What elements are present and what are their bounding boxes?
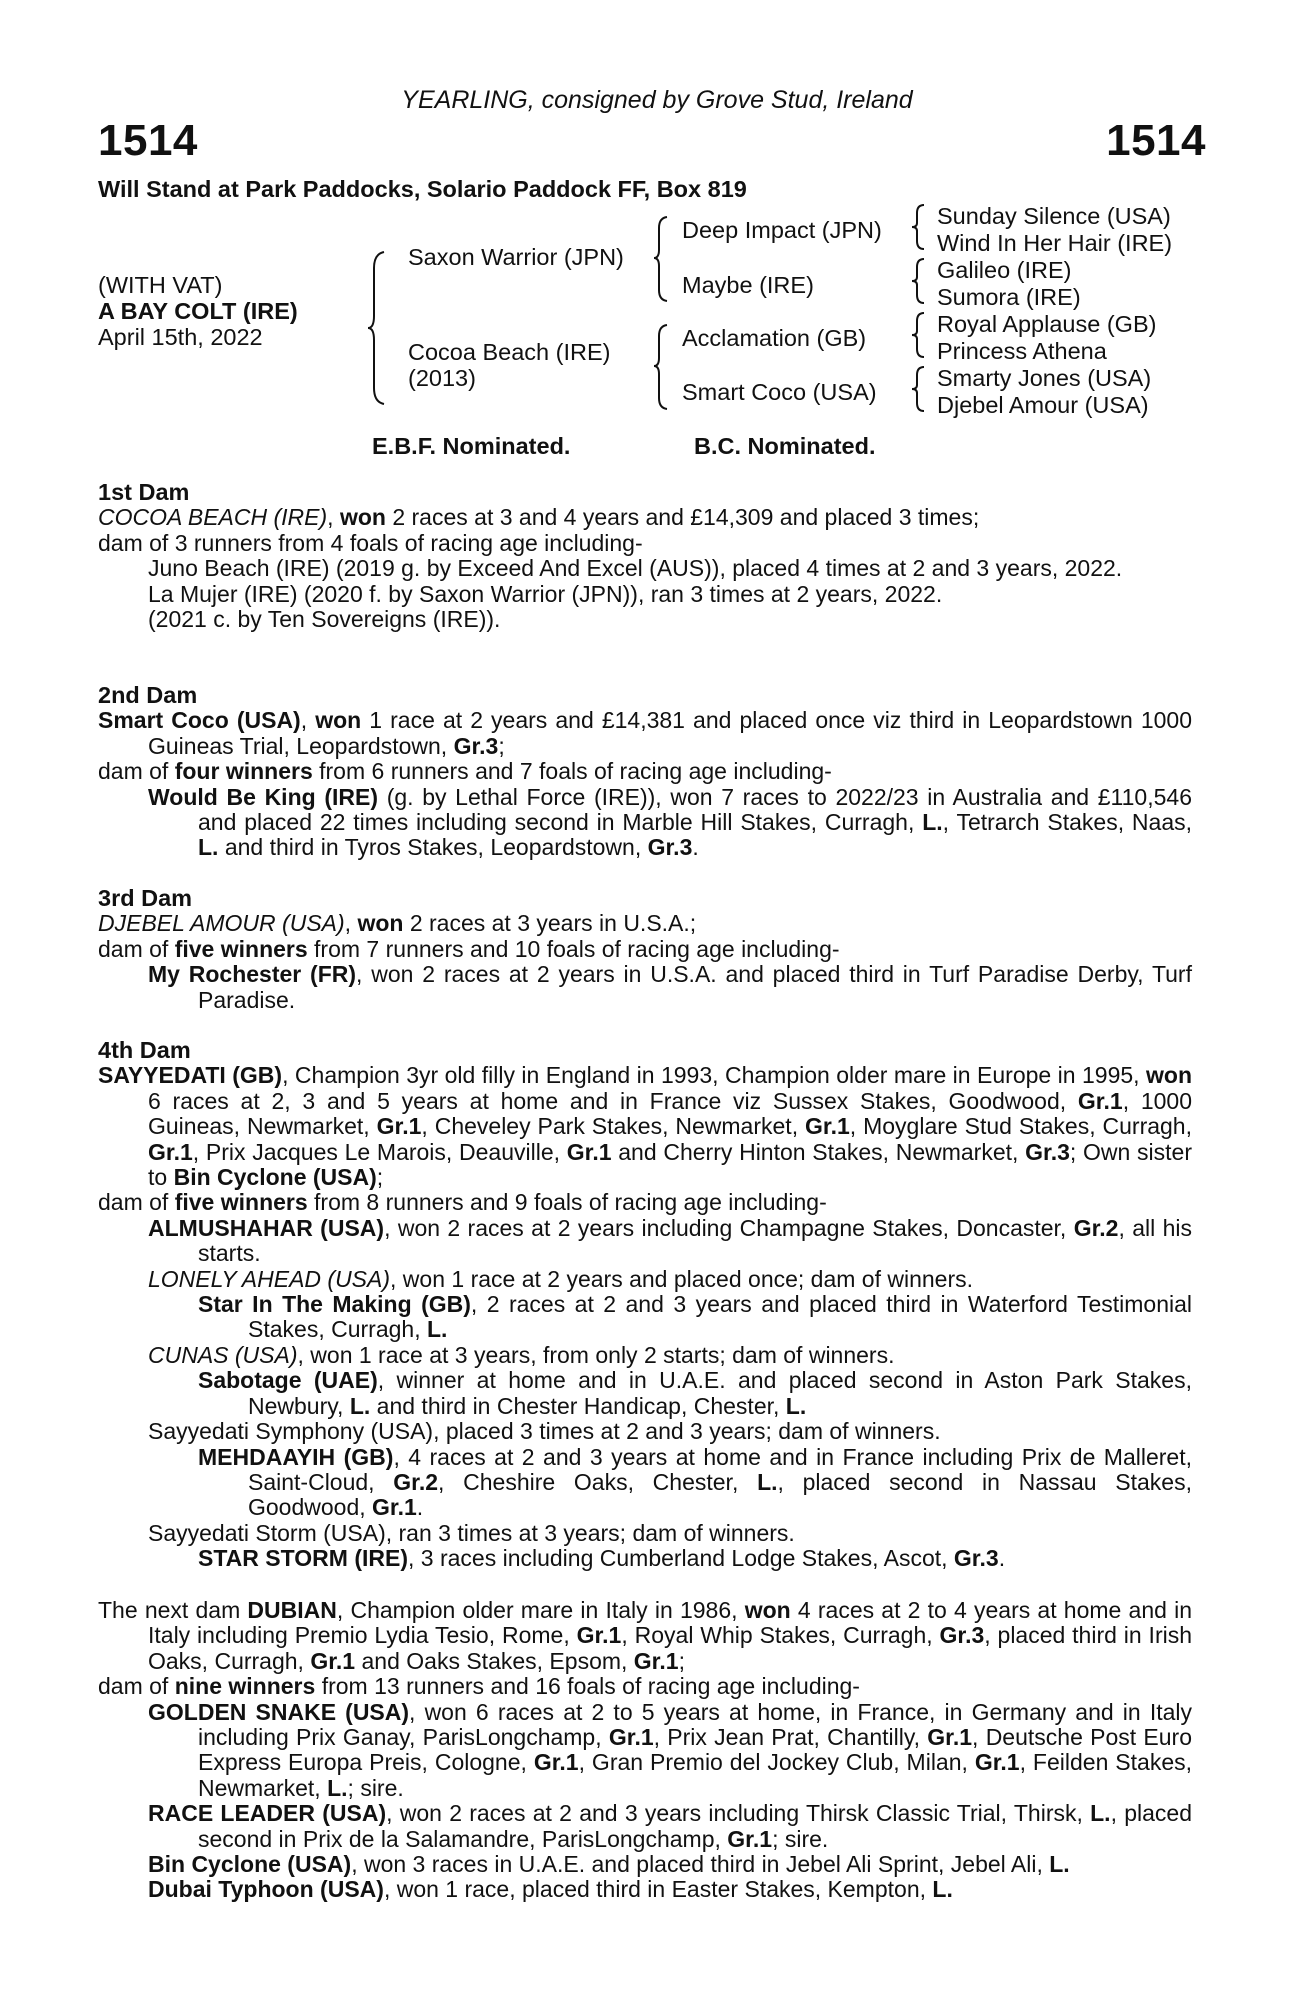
stand-location: Will Stand at Park Paddocks, Solario Paddock FF, Box 819 (98, 176, 747, 202)
first-dam-progeny-2: La Mujer (IRE) (2020 f. by Saxon Warrior (JPN)), ran 3 times at 2 years, 2022. (148, 580, 943, 607)
second-dam-section: 2nd Dam Smart Coco (USA), won 1 race at 2 years and £14,381 and placed once viz third in Leopardstown 1000 Guineas Trial, Leopardstown, Gr.3; dam of four winners from 6 runners and 7 foals of racing age including- Would Be King (IRE) (g. by Lethal Force (IRE)), won 7 races to 2022/23 in Australia and £110,546 and placed 22 times including second in Marble Hill Stakes, Curragh, L., Tetrarch Stakes, Naas, L. and third in Tyros Stakes, Leopardstown, Gr.3. (98, 682, 1192, 861)
progeny-race-leader: RACE LEADER (USA), won 2 races at 2 and 3 years including Thirsk Classic Trial, Thirsk, L., placed second in Prix de la Salamandre, ParisLongchamp, Gr.1; sire. (148, 1800, 1192, 1852)
brace-gen4-1 (910, 202, 928, 252)
next-dam-section: The next dam DUBIAN, Champion older mare in Italy in 1986, won 4 races at 2 to 4 years at home and in Italy including Premio Lydia Tesio, Rome, Gr.1, Royal Whip Stakes, Curragh, Gr.3, placed third in Irish Oaks, Curragh, Gr.1 and Oaks Stakes, Epsom, Gr.1; dam of nine winners from 13 runners and 16 foals of racing age including- GOLDEN SNAKE (USA), won 6 races at 2 to 5 years at home, in France, in Germany and in Italy including Prix Ganay, ParisLongchamp, Gr.1, Prix Jean Prat, Chantilly, Gr.1, Deutsche Post Euro Express Europa Preis, Cologne, Gr.1, Gran Premio del Jockey Club, Milan, Gr.1, Feilden Stakes, Newmarket, L.; sire. RACE LEADER (USA), won 2 races at 2 and 3 years including Thirsk Classic Trial, Thirsk, L., placed second in Prix de la Salamandre, ParisLongchamp, Gr.1; sire. Bin Cyclone (USA), won 3 races in U.A.E. and placed third in Jebel Ali Sprint, Jebel Ali, L. Dubai Typhoon (USA), won 1 race, placed third in Easter Stakes, Kempton, L. (98, 1597, 1193, 1903)
first-dam-name: COCOA BEACH (IRE) (98, 504, 328, 531)
fourth-dam-heading: 4th Dam (98, 1037, 191, 1063)
progeny-almushahar: ALMUSHAHAR (USA), won 2 races at 2 years including Champagne Stakes, Doncaster, Gr.2, all his starts. (148, 1214, 1193, 1267)
bc-nomination: B.C. Nominated. (694, 433, 876, 459)
third-dam-heading: 3rd Dam (98, 885, 193, 911)
progeny-sabotage: Sabotage (UAE), winner at home and in U.A.E. and placed second in Aston Park Stakes, Newbury, L. and third in Chester Handicap, Chester, L. (198, 1367, 1192, 1419)
progeny-mehdaayih: MEHDAAYIH (GB), 4 races at 2 and 3 years at home and in France including Prix de Malleret, Saint-Cloud, Gr.2, Cheshire Oaks, Chester, L., placed second in Nassau Stakes, Goodwood, Gr.1. (198, 1443, 1192, 1521)
pedigree-gen3-1: Deep Impact (JPN) (682, 217, 882, 243)
fourth-dam-section: 4th Dam SAYYEDATI (GB), Champion 3yr old filly in England in 1993, Champion older mare in Europe in 1995, won 6 races at 2, 3 and 5 years at home and in France viz Sussex Stakes, Goodwood, Gr.1, 1000 Guineas, Newmarket, Gr.1, Cheveley Park Stakes, Newmarket, Gr.1, Moyglare Stud Stakes, Curragh, Gr.1, Prix Jacques Le Marois, Deauville, Gr.1 and Cherry Hinton Stakes, Newmarket, Gr.3; Own sister to Bin Cyclone (USA); dam of five winners from 8 runners and 9 foals of racing age including- ALMUSHAHAR (USA), won 2 races at 2 years including Champagne Stakes, Doncaster, Gr.2, all his starts. LONELY AHEAD (USA), won 1 race at 2 years and placed once; dam of winners. Star In The Making (GB), 2 races at 2 and 3 years and placed third in Waterford Testimonial Stakes, Curragh, L. CUNAS (USA), won 1 race at 3 years, from only 2 starts; dam of winners. Sabotage (UAE), winner at home and in U.A.E. and placed second in Aston Park Stakes, Newbury, L. and third in Chester Handicap, Chester, L. Sayyedati Symphony (USA), placed 3 times at 2 and 3 years; dam of winners. MEHDAAYIH (GB), 4 races at 2 and 3 years at home and in France including Prix de Malleret, Saint-Cloud, Gr.2, Cheshire Oaks, Chester, L., placed second in Nassau Stakes, Goodwood, Gr.1. Sayyedati Storm (USA), ran 3 times at 3 years; dam of winners. STAR STORM (IRE), 3 races including Cumberland Lodge Stakes, Ascot, Gr.3. (98, 1037, 1193, 1572)
progeny-lonely-ahead: LONELY AHEAD (USA), won 1 race at 2 years and placed once; dam of winners. (148, 1265, 974, 1292)
progeny-star-storm: STAR STORM (IRE), 3 races including Cumberland Lodge Stakes, Ascot, Gr.3. (198, 1545, 1006, 1572)
horse-name: A BAY COLT (IRE) (98, 298, 298, 324)
first-dam-section: 1st Dam COCOA BEACH (IRE), won 2 races at 3 and 4 years and £14,309 and placed 3 times; dam of 3 runners from 4 foals of racing age including- Juno Beach (IRE) (2019 g. by Exceed And Excel (AUS)), placed 4 times at 2 and 3 years, 2022. La Mujer (IRE) (2020 f. by Saxon Warrior (JPN)), ran 3 times at 2 years, 2022. (2021 c. by Ten Sovereigns (IRE)). (98, 480, 1192, 632)
brace-sire-parents (652, 214, 672, 304)
dam-name: Cocoa Beach (IRE) (408, 339, 611, 365)
brace-dam-parents (652, 322, 672, 412)
pedigree-gen3-3: Acclamation (GB) (682, 325, 867, 351)
first-dam-produce-summary: dam of 3 runners from 4 foals of racing age including- (98, 529, 643, 556)
progeny-star-in-the-making: Star In The Making (GB), 2 races at 2 and 3 years and placed third in Waterford Testimonial Stakes, Curragh, L. (198, 1291, 1193, 1343)
vat-note: (WITH VAT) (98, 272, 223, 298)
sire-name: Saxon Warrior (JPN) (408, 244, 624, 270)
progeny-bin-cyclone: Bin Cyclone (USA), won 3 races in U.A.E. and placed third in Jebel Ali Sprint, Jebel Ali, L. (148, 1851, 1070, 1878)
pedigree-gen4-1: Sunday Silence (USA) (937, 203, 1171, 229)
progeny-cunas: CUNAS (USA), won 1 race at 3 years, from only 2 starts; dam of winners. (148, 1341, 895, 1368)
pedigree-gen4-5: Royal Applause (GB) (937, 311, 1157, 337)
fourth-dam-name: SAYYEDATI (GB) (98, 1062, 283, 1089)
first-dam-progeny-1: Juno Beach (IRE) (2019 g. by Exceed And Excel (AUS)), placed 4 times at 2 and 3 years, 2022. (148, 555, 1123, 582)
pedigree-gen4-4: Sumora (IRE) (937, 284, 1081, 310)
pedigree-gen3-4: Smart Coco (USA) (682, 379, 877, 405)
dam-year: (2013) (408, 365, 476, 391)
pedigree-gen3-2: Maybe (IRE) (682, 272, 814, 298)
brace-sire-dam (366, 248, 390, 408)
pedigree-gen4-7: Smarty Jones (USA) (937, 365, 1152, 391)
second-dam-heading: 2nd Dam (98, 682, 198, 708)
first-dam-progeny-3: (2021 c. by Ten Sovereigns (IRE)). (148, 606, 501, 633)
foaling-date: April 15th, 2022 (98, 324, 263, 350)
second-dam-name: Smart Coco (USA) (98, 707, 301, 734)
pedigree-gen4-8: Djebel Amour (USA) (937, 392, 1149, 418)
second-dam-progeny-1: Would Be King (IRE) (g. by Lethal Force (IRE)), won 7 races to 2022/23 in Australia and £110,546 and placed 22 times including second in Marble Hill Stakes, Curragh, L., Tetrarch Stakes, Naas, L. and third in Tyros Stakes, Leopardstown, Gr.3. (148, 783, 1192, 861)
next-dam-name: DUBIAN (247, 1597, 337, 1623)
third-dam-progeny-1: My Rochester (FR), won 2 races at 2 years in U.S.A. and placed third in Turf Paradise Derby, Turf Paradise. (148, 961, 1192, 1013)
progeny-sayyedati-storm: Sayyedati Storm (USA), ran 3 times at 3 years; dam of winners. (148, 1519, 795, 1546)
lot-number-right: 1514 (1106, 116, 1206, 165)
brace-gen4-3 (910, 310, 928, 360)
first-dam-heading: 1st Dam (98, 479, 190, 505)
brace-gen4-2 (910, 256, 928, 306)
third-dam-section: 3rd Dam DJEBEL AMOUR (USA), won 2 races at 3 years in U.S.A.; dam of five winners from 7 runners and 10 foals of racing age including- My Rochester (FR), won 2 races at 2 years in U.S.A. and placed third in Turf Paradise Derby, Turf Paradise. (98, 885, 1192, 1013)
third-dam-name: DJEBEL AMOUR (USA) (98, 910, 345, 937)
progeny-dubai-typhoon: Dubai Typhoon (USA), won 1 race, placed third in Easter Stakes, Kempton, L. (148, 1876, 953, 1903)
pedigree-gen4-2: Wind In Her Hair (IRE) (937, 230, 1173, 256)
progeny-golden-snake: GOLDEN SNAKE (USA), won 6 races at 2 to 5 years at home, in France, in Germany and in Italy including Prix Ganay, ParisLongchamp, Gr.1, Prix Jean Prat, Chantilly, Gr.1, Deutsche Post Euro Express Europa Preis, Cologne, Gr.1, Gran Premio del Jockey Club, Milan, Gr.1, Feilden Stakes, Newmarket, L.; sire. (148, 1698, 1193, 1801)
brace-gen4-4 (910, 364, 928, 414)
lot-number-left: 1514 (98, 116, 198, 165)
consignment-line: YEARLING, consigned by Grove Stud, Ireland (401, 86, 913, 114)
progeny-sayyedati-symphony: Sayyedati Symphony (USA), placed 3 times at 2 and 3 years; dam of winners. (148, 1418, 941, 1445)
ebf-nomination: E.B.F. Nominated. (372, 433, 571, 459)
pedigree-gen4-6: Princess Athena (937, 338, 1107, 364)
pedigree-gen4-3: Galileo (IRE) (937, 257, 1072, 283)
